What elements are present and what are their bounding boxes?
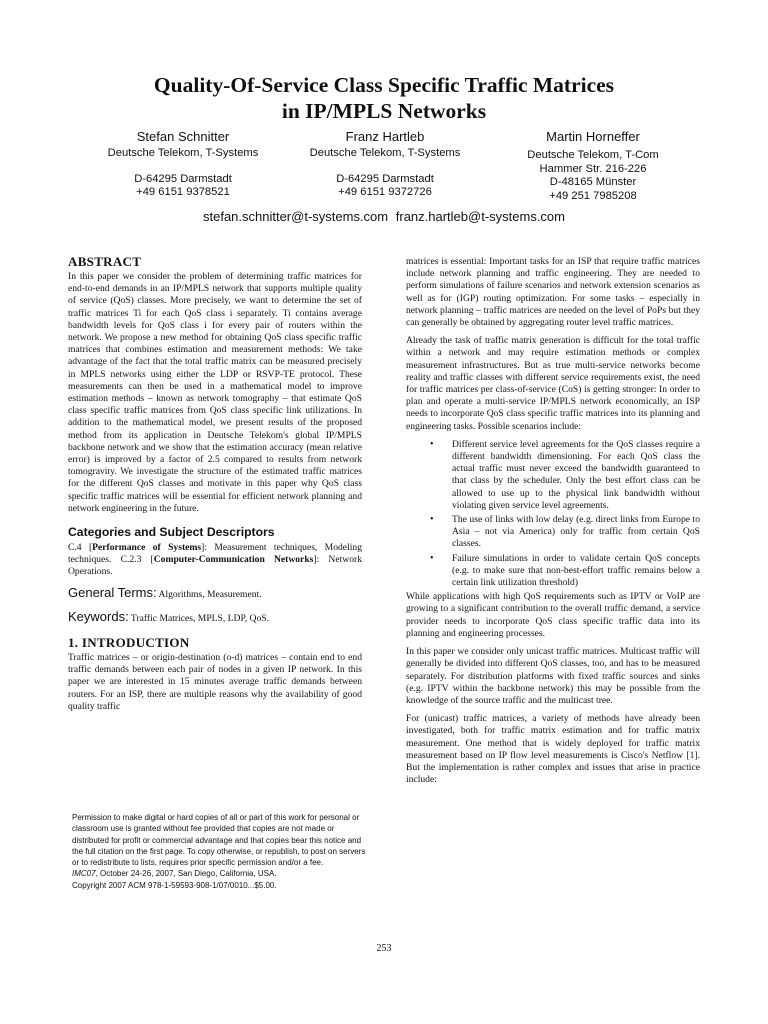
author-emails: [0, 209, 768, 224]
conference-details: , October 24-26, 2007, San Diego, California, USA.: [95, 869, 277, 879]
permission-notice: [72, 812, 372, 891]
right-column: [406, 256, 700, 792]
keywords-text: Traffic Matrices, MPLS, LDP, QoS.: [128, 612, 269, 624]
category-text: ]: Measurement techniques, Modeling techniques. C.2.3 [: [68, 542, 362, 566]
title-line-1: Quality-Of-Service Class Specific Traffic Matrices: [153, 73, 615, 97]
paragraph: For (unicast) traffic matrices, a variety of methods have already been investigated, both for traffic matrix estimation and for traffic matrix measurement. One method that is widely deployed for traffic matrix measurement based on IP flow level measurements is Cisco's Netflow [1]. But the implementation is rather complex and issues that arise in practice include:: [406, 713, 700, 786]
paragraph: Already the task of traffic matrix generation is difficult for the total traffic within a network and may require estimation methods or complex measurement infrastructures. But as true multi-service networks become reality and traffic classes with different service requirements exist, the need for traffic matrices per class-of-service (CoS) is getting stronger: In order to plan and operate a multi-service IP/MPLS network economically, an ISP needs to incorporate QoS class specific traffic matrices into its planning and engineering tasks. Possible scenarios include:: [406, 335, 700, 432]
author-phone: +49 251 7985208: [549, 189, 637, 202]
conference-line: [72, 868, 372, 879]
author-affiliation: Deutsche Telekom, T-Systems: [107, 147, 259, 159]
paragraph: matrices is essential: Important tasks for an ISP that require traffic matrices include network planning and traffic engineering. They are needed to perform simulations of failure scenarios and network extension scenarios as well as for (IGP) routing optimization. For some tasks – especially in network planning – traffic matrices are needed on the level of PoPs but they can generally be obtained by aggregating router level traffic matrices.: [406, 256, 700, 329]
category-bold: Computer-Communication Networks: [153, 554, 314, 566]
permission-text: Permission to make digital or hard copies of all or part of this work for personal or classroom use is granted without fee provided that copies are not made or distributed for profit or commercial advantage and that copies bear this notice and the full citation on the first page. To copy otherwise, or republish, to post on servers or to redistribute to lists, requires prior specific permission and/or a fee.: [72, 813, 366, 868]
list-item: • Failure simulations in order to validate certain QoS concepts (e.g. to make sure that non-best-effort traffic remains below a certain link utilization threshold): [452, 553, 700, 590]
scenario-list: [406, 439, 700, 589]
author-block-3: [478, 128, 708, 203]
general-terms: [68, 584, 362, 601]
email-link[interactable]: stefan.schnitter@t-systems.com: [202, 209, 389, 224]
author-block-2: [270, 128, 500, 200]
category-bold: Performance of Systems: [92, 542, 202, 554]
category-text: ]: Network Operations.: [68, 554, 362, 578]
introduction-text: Traffic matrices – or origin-destination (o-d) matrices – contain end to end traffic demands between each pair of nodes in a given IP network. In this paper we are interested in 15 minutes average traffic demands between routers. For an ISP, there are multiple reasons why the availability of good quality traffic: [68, 652, 362, 712]
categories-text: [68, 542, 362, 579]
abstract-text: In this paper we consider the problem of determining traffic matrices for end-to-end demands in an IP/MPLS network that supports multiple quality of service (QoS) classes. More precisely, we want to determine the set of traffic matrices Ti for each QoS class i separately. Ti contains average bandwidth levels for QoS class i for every pair of routers within the network. We propose a new method for obtaining QoS class specific traffic matrices that combines estimation and measurement methods: We take advantage of the fact that the total traffic matrix can be measured precisely in MPLS networks using either the LDP or RSVP-TE protocol. These measurements can then be used in a mathematical model to improve estimation methods – known as network tomography – that estimate QoS class specific traffic matrices from QoS class specific link utilizations. In addition to the mathematical model, we present results of the proposed method from its application in Deutsche Telekom's global IP/MPLS backbone network and we show that the estimation accuracy (mean relative error) is improved by a factor of 2.5 compared to results from network tomogravity. We investigate the structure of the estimated traffic matrices for the different QoS classes and motivate in this paper why QoS class specific traffic matrices will be essential for efficient network planning and network engineering in the future.: [68, 271, 362, 514]
categories-heading: Categories and Subject Descriptors: [68, 525, 275, 540]
copyright-line: Copyright 2007 ACM 978-1-59593-908-1/07/0010...$5.00.: [72, 880, 277, 890]
author-address-line: D-64295 Darmstadt: [134, 172, 232, 185]
email-link[interactable]: franz.hartleb@t-systems.com: [395, 209, 565, 224]
author-name: Stefan Schnitter: [136, 129, 230, 144]
general-terms-heading: General Terms:: [68, 584, 157, 600]
introduction-heading: 1. INTRODUCTION: [68, 635, 190, 651]
author-phone: +49 6151 9372726: [338, 186, 432, 198]
list-item: • The use of links with low delay (e.g. direct links from Europe to Asia – not via America) only for traffic from certain QoS classes.: [452, 514, 700, 551]
title-line-2: in IP/MPLS Networks: [281, 99, 487, 123]
author-phone: +49 6151 9378521: [136, 186, 230, 198]
author-address-line: D-64295 Darmstadt: [336, 172, 434, 185]
list-item: • Different service level agreements for the QoS classes require a different bandwidth dimensioning. For each QoS class the actual traffic must never exceed the bandwidth guaranteed to that class by the scheduler. Only the best effort class can be allowed to use up to the physical link bandwidth without violating given service level agreements.: [452, 439, 700, 512]
keywords-heading: Keywords:: [68, 608, 129, 624]
author-block-1: [68, 128, 298, 200]
paragraph: While applications with high QoS requirements such as IPTV or VoIP are growing to a significant contribution to the overall traffic demand, a service provider needs to incorporate QoS class specific traffic data into its planning and engineering processes.: [406, 591, 700, 639]
author-name: Franz Hartleb: [345, 129, 425, 144]
abstract-heading: ABSTRACT: [68, 254, 142, 269]
keywords: [68, 608, 362, 625]
conference-name: IMC07: [72, 869, 96, 879]
author-affiliation: Deutsche Telekom, T-Systems: [309, 147, 461, 159]
author-affiliation: Deutsche Telekom, T-Com: [527, 149, 659, 161]
general-terms-text: Algorithms, Measurement.: [156, 588, 262, 600]
author-address-line: D-48165 Münster: [549, 176, 637, 188]
category-text: C.4 [: [68, 542, 93, 554]
left-column: [68, 254, 362, 719]
author-address-line: Hammer Str. 216-226: [539, 162, 647, 175]
author-name: Martin Horneffer: [546, 129, 640, 144]
paragraph: In this paper we consider only unicast traffic matrices. Multicast traffic will generally be divided into different QoS classes, too, and has to be measured separately. For distribution platforms with fixed traffic sources and sinks (e.g. IPTV within the backbone network) this may be possible from the knowledge of the source traffic and the multicast tree.: [406, 646, 700, 706]
page-number: 253: [376, 943, 392, 954]
paper-title: [0, 72, 768, 124]
